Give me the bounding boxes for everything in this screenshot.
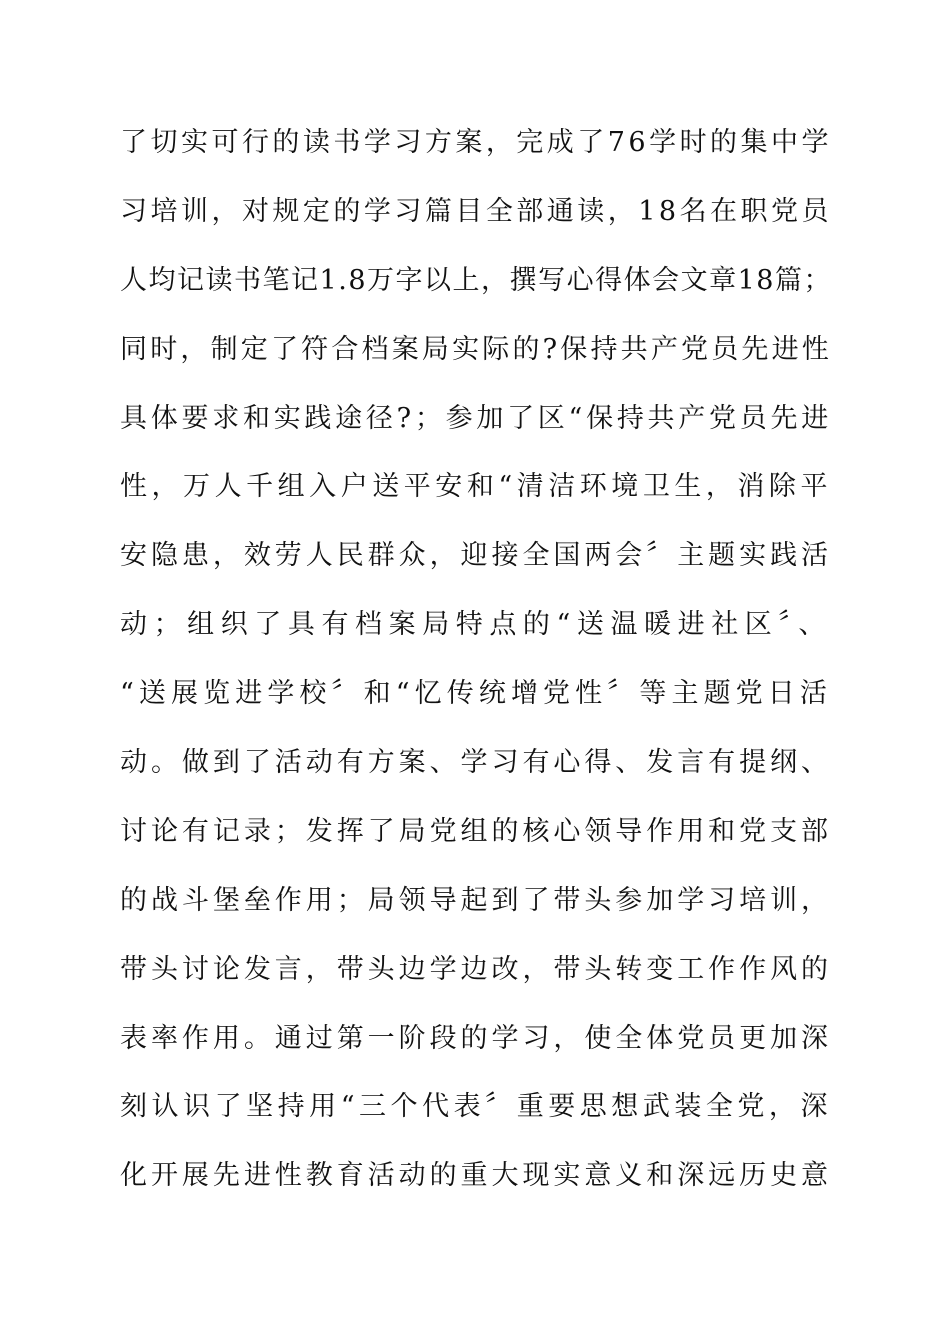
text-line: 刻认识了坚持用“三个代表〞重要思想武装全党，深 xyxy=(120,1091,832,1123)
text-line: 性，万人千组入户送平安和“清洁环境卫生，消除平 xyxy=(120,471,832,503)
text-line: 安隐患，效劳人民群众，迎接全国两会〞主题实践活 xyxy=(120,540,833,572)
text-line: 习培训，对规定的学习篇目全部通读，18名在职党员 xyxy=(120,195,832,227)
text-line: 化开展先进性教育活动的重大现实意义和深远历史意 xyxy=(120,1160,833,1192)
text-line: 人均记读书笔记1.8万字以上，撰写心得体会文章18篇； xyxy=(120,264,833,296)
text-line: 了切实可行的读书学习方案，完成了76学时的集中学 xyxy=(120,127,832,158)
text-line: 表率作用。通过第一阶段的学习，使全体党员更加深 xyxy=(120,1022,833,1054)
text-line: 动。做到了活动有方案、学习有心得、发言有提纲、 xyxy=(120,747,833,779)
text-line: 同时，制定了符合档案局实际的?保持共产党员先进性 xyxy=(120,333,832,365)
text-line: 动；组织了具有档案局特点的“送温暖进社区〞、 xyxy=(120,609,832,641)
text-line: 带头讨论发言，带头边学边改，带头转变工作作风的 xyxy=(120,953,833,985)
text-line: 讨论有记录；发挥了局党组的核心领导作用和党支部 xyxy=(120,815,833,847)
text-line: “送展览进学校〞和“忆传统增党性〞等主题党日活 xyxy=(120,678,832,710)
text-line: 具体要求和实践途径?；参加了区“保持共产党员先进 xyxy=(120,402,832,434)
text-line: 的战斗堡垒作用；局领导起到了带头参加学习培训， xyxy=(120,884,833,916)
body-text xyxy=(120,115,832,1217)
